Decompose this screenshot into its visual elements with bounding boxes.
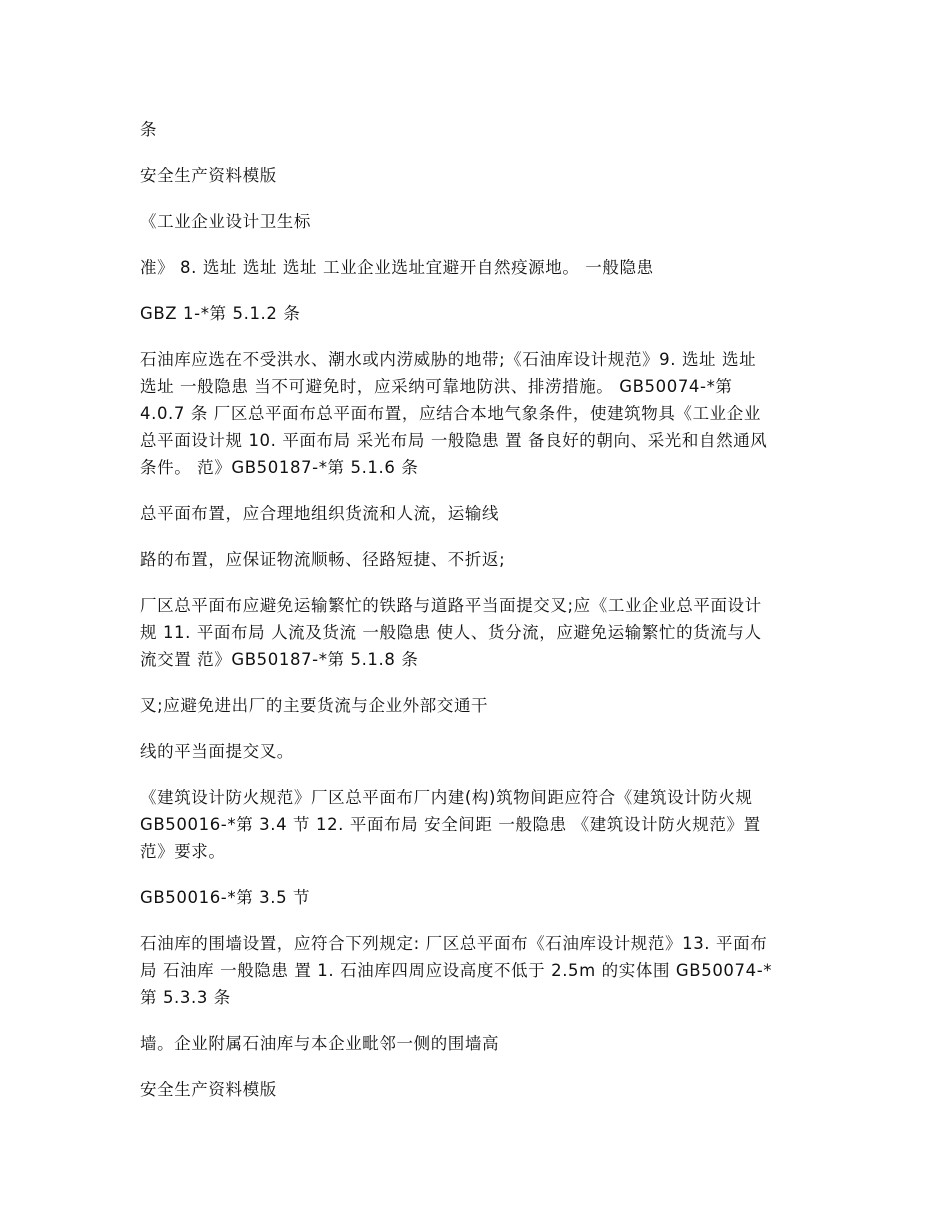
- text-line: 总平面设计规 10. 平面布局 采光布局 一般隐患 置 备良好的朝向、采光和自然通风: [140, 431, 768, 450]
- paragraph: [140, 500, 814, 527]
- paragraph: [140, 930, 814, 1011]
- paragraph: [140, 692, 814, 719]
- text-line: 总平面布置，应合理地组织货流和人流，运输线: [140, 504, 500, 523]
- text-line: 叉;应避免进出厂的主要货流与企业外部交通干: [140, 696, 489, 715]
- text-line: 选址 一般隐患 当不可避免时，应采纳可靠地防洪、排涝措施。 GB50074-*第: [140, 377, 733, 396]
- paragraph: [140, 300, 814, 327]
- text-line: 4.0.7 条 厂区总平面布总平面布置，应结合本地气象条件，使建筑物具《工业企业: [140, 404, 761, 423]
- text-line: 《工业企业设计卫生标: [140, 212, 311, 231]
- text-line: 安全生产资料模版: [140, 166, 277, 185]
- paragraph: [140, 346, 814, 481]
- text-line: 第 5.3.3 条: [140, 988, 231, 1007]
- text-line: 流交置 范》GB50187-*第 5.1.8 条: [140, 650, 419, 669]
- paragraph: [140, 1076, 814, 1103]
- paragraph: [140, 784, 814, 865]
- paragraph: [140, 1030, 814, 1057]
- document-body: [140, 116, 814, 1122]
- text-line: 石油库应选在不受洪水、潮水或内涝威胁的地带;《石油库设计规范》9. 选址 选址: [140, 350, 757, 369]
- text-line: 准》 8. 选址 选址 选址 工业企业选址宜避开自然疫源地。 一般隐患: [140, 258, 654, 277]
- text-line: 局 石油库 一般隐患 置 1. 石油库四周应设高度不低于 2.5m 的实体围 GB50074-*: [140, 961, 773, 980]
- text-line: 墙。企业附属石油库与本企业毗邻一侧的围墙高: [140, 1034, 500, 1053]
- text-line: 规 11. 平面布局 人流及货流 一般隐患 使人、货分流，应避免运输繁忙的货流与人: [140, 623, 762, 642]
- text-line: 路的布置，应保证物流顺畅、径路短捷、不折返;: [140, 550, 506, 569]
- paragraph: [140, 162, 814, 189]
- paragraph: [140, 884, 814, 911]
- text-line: 石油库的围墙设置，应符合下列规定: 厂区总平面布《石油库设计规范》13. 平面布: [140, 934, 768, 953]
- paragraph: [140, 254, 814, 281]
- text-line: 条: [140, 120, 158, 139]
- paragraph: [140, 546, 814, 573]
- text-line: GB50016-*第 3.4 节 12. 平面布局 安全间距 一般隐患 《建筑设计防火规范》置: [140, 815, 761, 834]
- text-line: GB50016-*第 3.5 节: [140, 888, 311, 907]
- text-line: 范》要求。: [140, 842, 226, 861]
- text-line: 线的平当面提交叉。: [140, 742, 294, 761]
- text-line: GBZ 1-*第 5.1.2 条: [140, 304, 301, 323]
- paragraph: [140, 592, 814, 673]
- text-line: 安全生产资料模版: [140, 1080, 277, 1099]
- text-line: 《建筑设计防火规范》厂区总平面布厂内建(构)筑物间距应符合《建筑设计防火规: [140, 788, 753, 807]
- text-line: 厂区总平面布应避免运输繁忙的铁路与道路平当面提交叉;应《工业企业总平面设计: [140, 596, 762, 615]
- text-line: 条件。 范》GB50187-*第 5.1.6 条: [140, 458, 419, 477]
- paragraph: [140, 116, 814, 143]
- paragraph: [140, 738, 814, 765]
- paragraph: [140, 208, 814, 235]
